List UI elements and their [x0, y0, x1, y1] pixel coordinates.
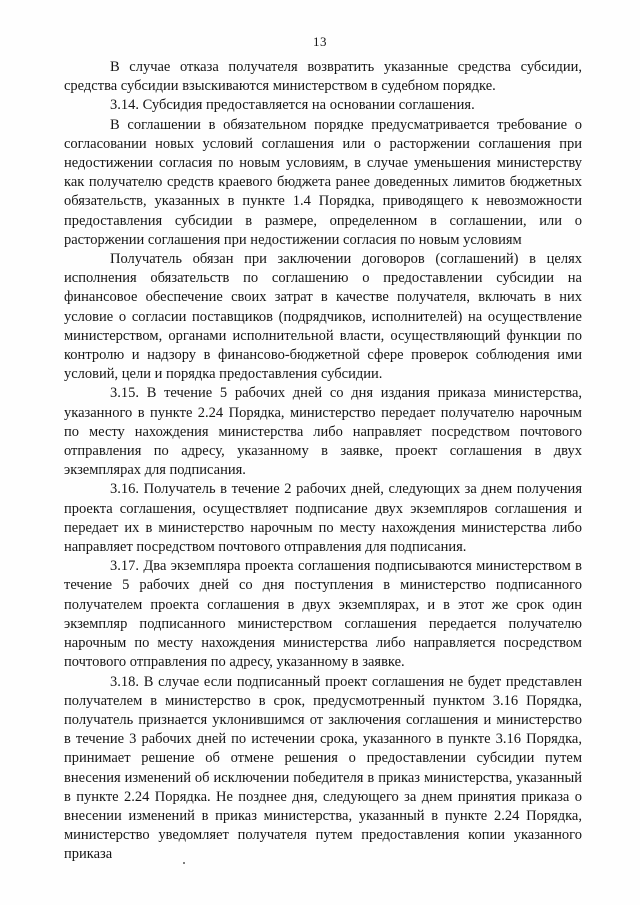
paragraph-3-16: 3.16. Получатель в течение 2 рабочих дней, следующих за днем получения проекта соглашения, осуществляет подписание двух экземпляров соглашения и передает их в министерство нарочным по месту нахождения министерства либо направляет посредством почтового отправления для подписания. [64, 481, 582, 556]
page-number: 13 [313, 34, 327, 49]
document-body [64, 58, 582, 865]
paragraph-refusal-return: В случае отказа получателя возвратить указанные средства субсидии, средства субсидии взыскиваются министерством в судебном порядке. [64, 59, 582, 95]
paragraph-agreement-terms: В соглашении в обязательном порядке предусматривается требование о согласовании новых условий соглашения или о расторжении соглашения при недостижении согласия по новым условиям, в случае уменьшения министерству как получателю средств краевого бюджета ранее доведенных лимитов бюджетных обязательств, указанных в пункте 1.4 Порядка, приводящего к невозможности предоставления субсидии в размере, определенном в соглашении, или о расторжении соглашения при недостижении согласия по новым условиям [64, 116, 582, 248]
paragraph-3-17: 3.17. Два экземпляра проекта соглашения подписываются министерством в течение 5 рабочих дней со дня поступления в министерство подписанного получателем проекта соглашения в двух экземплярах, и в этот же срок один экземпляр подписанного министерством соглашения передается получателю нарочным по месту нахождения министерства либо направляется посредством почтового отправления по адресу, указанному в заявке. [64, 558, 582, 671]
scan-speck [183, 862, 185, 864]
paragraph-3-14: 3.14. Субсидия предоставляется на основании соглашения. [110, 97, 475, 114]
paragraph-recipient-obligation: Получатель обязан при заключении договоров (соглашений) в целях исполнения обязательств по соглашению о предоставлении субсидии на финансовое обеспечение своих затрат в качестве получателя, включать в них условие о согласии поставщиков (подрядчиков, исполнителей) на осуществление министерством, органами исполнительной власти, осуществляющий функции по контролю и надзору в финансово-бюджетной сфере проверок соблюдения ими условий, цели и порядка предоставления субсидии. [64, 251, 582, 383]
paragraph-3-18: 3.18. В случае если подписанный проект соглашения не будет представлен получателем в министерство в срок, предусмотренный пунктом 3.16 Порядка, получатель признается уклонившимся от заключения соглашения и министерство в течение 3 рабочих дней по истечении срока, указанного в пункте 3.16 Порядка, принимает решение об отмене решения о предоставлении субсидии путем внесения изменений об исключении победителя в приказ министерства, указанный в пункте 2.24 Порядка. Не позднее дня, следующего за днем принятия приказа о внесении изменений в приказ министерства, указанный в пункте 2.24 Порядка, министерство уведомляет получателя путем предоставления копии указанного приказа [64, 673, 582, 863]
paragraph-3-15: 3.15. В течение 5 рабочих дней со дня издания приказа министерства, указанного в пункте 2.24 Порядка, министерство передает получателю нарочным по месту нахождения министерства либо направляет посредством почтового отправления по адресу, указанному в заявке, проект соглашения в двух экземплярах для подписания. [64, 385, 582, 479]
